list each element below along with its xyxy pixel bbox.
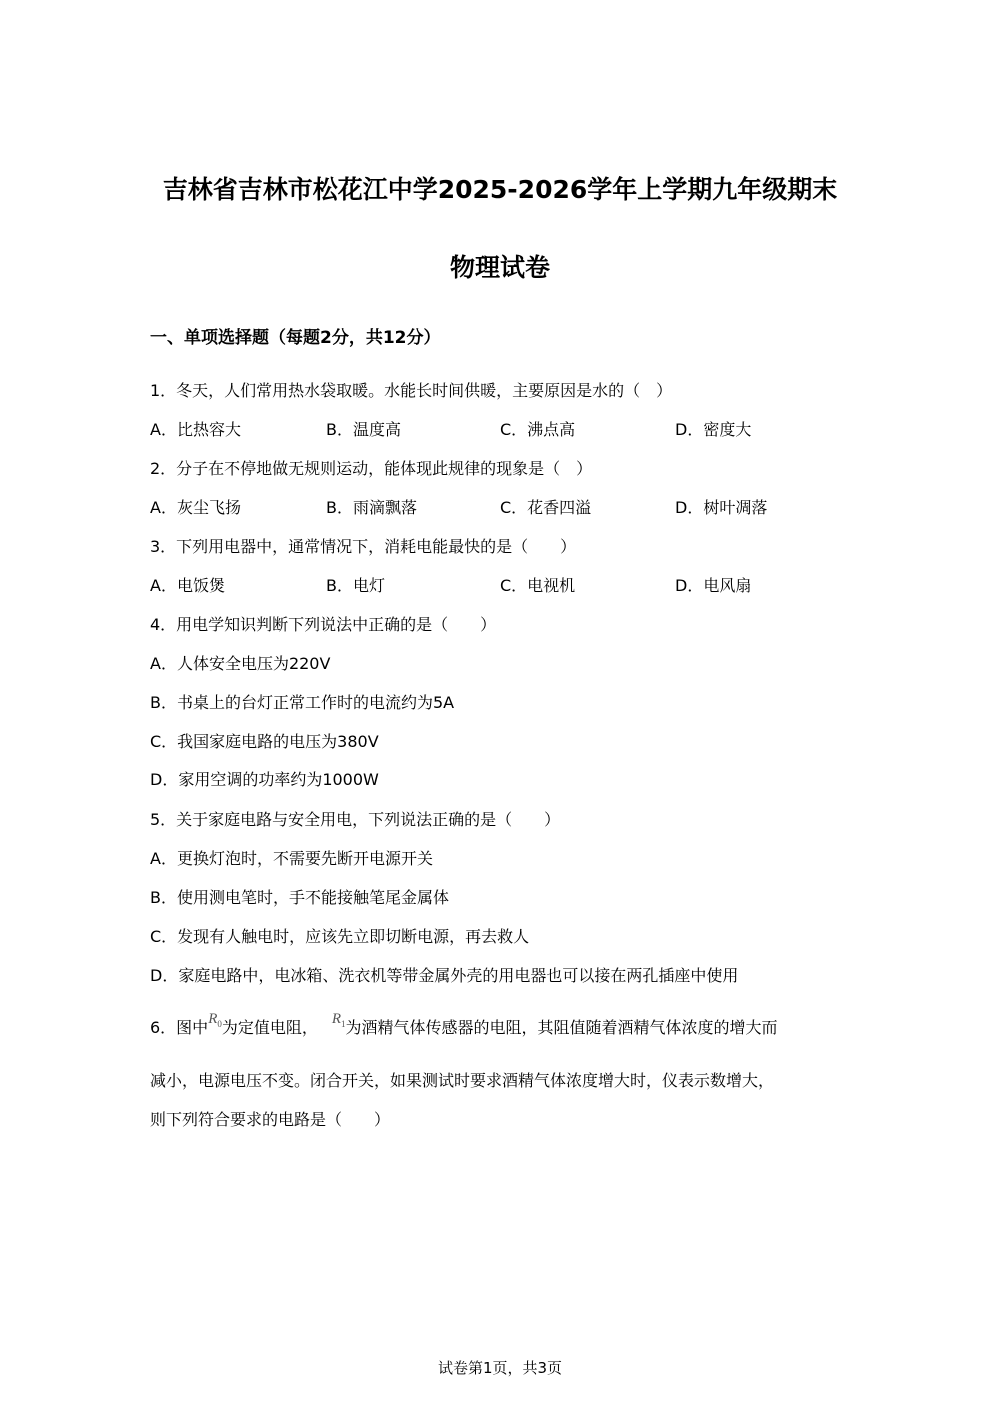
exam-title-line2: 物理试卷	[449, 253, 550, 282]
question-3-option-c: C．电视机	[500, 576, 576, 595]
question-6-stem-line3: 则下列符合要求的电路是（ ）	[150, 1110, 391, 1129]
question-6-stem-part: 为定值电阻，	[221, 1018, 318, 1037]
question-2-option-c: C．花香四溢	[500, 498, 592, 517]
question-3-stem: 3．下列用电器中，通常情况下，消耗电能最快的是（ ）	[150, 537, 577, 556]
section-heading: 一、单项选择题（每题2分，共12分）	[150, 328, 441, 348]
question-3-option-d: D．电风扇	[675, 576, 752, 595]
question-1-option-c: C．沸点高	[500, 420, 576, 439]
question-6-stem-part: 6．图中	[150, 1018, 209, 1037]
question-2-option-a: A．灰尘飞扬	[150, 498, 241, 517]
variable-r1-letter: R	[331, 1011, 342, 1027]
variable-r1-subscript: 1	[341, 1019, 346, 1029]
question-5-option-b: B．使用测电笔时，手不能接触笔尾金属体	[150, 888, 449, 907]
question-1-option-b: B．温度高	[326, 420, 401, 439]
question-3-option-b: B．电灯	[326, 576, 385, 595]
page-footer: 试卷第1页，共3页	[437, 1359, 563, 1377]
question-4-option-a: A．人体安全电压为220V	[150, 654, 331, 673]
question-4-option-b: B．书桌上的台灯正常工作时的电流约为5A	[150, 693, 455, 712]
question-6-stem	[150, 1011, 778, 1039]
question-2-option-d: D．树叶凋落	[675, 498, 768, 517]
question-1-stem: 1．冬天，人们常用热水袋取暖。水能长时间供暖，主要原因是水的（ ）	[150, 381, 673, 400]
question-1-option-a: A．比热容大	[150, 420, 241, 439]
variable-r0	[208, 1011, 222, 1027]
question-6-stem-part: 为酒精气体传感器的电阻，其阻值随着酒精气体浓度的增大而	[345, 1018, 778, 1037]
question-3-option-a: A．电饭煲	[150, 576, 225, 595]
question-1-option-d: D．密度大	[675, 420, 752, 439]
question-5-stem: 5．关于家庭电路与安全用电，下列说法正确的是（ ）	[150, 810, 561, 829]
question-6-stem-line2: 减小，电源电压不变。闭合开关，如果测试时要求酒精气体浓度增大时，仪表示数增大，	[150, 1071, 775, 1090]
variable-r0-subscript: 0	[217, 1019, 222, 1029]
question-5-option-a: A．更换灯泡时，不需要先断开电源开关	[150, 849, 433, 868]
variable-r0-letter: R	[208, 1011, 218, 1027]
question-2-option-b: B．雨滴飘落	[326, 498, 417, 517]
question-5-option-d: D．家庭电路中，电冰箱、洗衣机等带金属外壳的用电器也可以接在两孔插座中使用	[150, 966, 739, 985]
question-4-option-c: C．我国家庭电路的电压为380V	[150, 732, 379, 751]
question-4-stem: 4．用电学知识判断下列说法中正确的是（ ）	[150, 615, 497, 634]
question-4-option-d: D．家用空调的功率约为1000W	[150, 770, 379, 789]
variable-r1	[332, 1011, 346, 1027]
question-5-option-c: C．发现有人触电时，应该先立即切断电源，再去救人	[150, 927, 530, 946]
question-2-stem: 2．分子在不停地做无规则运动，能体现此规律的现象是（ ）	[150, 459, 593, 478]
exam-title-line1: 吉林省吉林市松花江中学2025-2026学年上学期九年级期末	[162, 175, 838, 204]
